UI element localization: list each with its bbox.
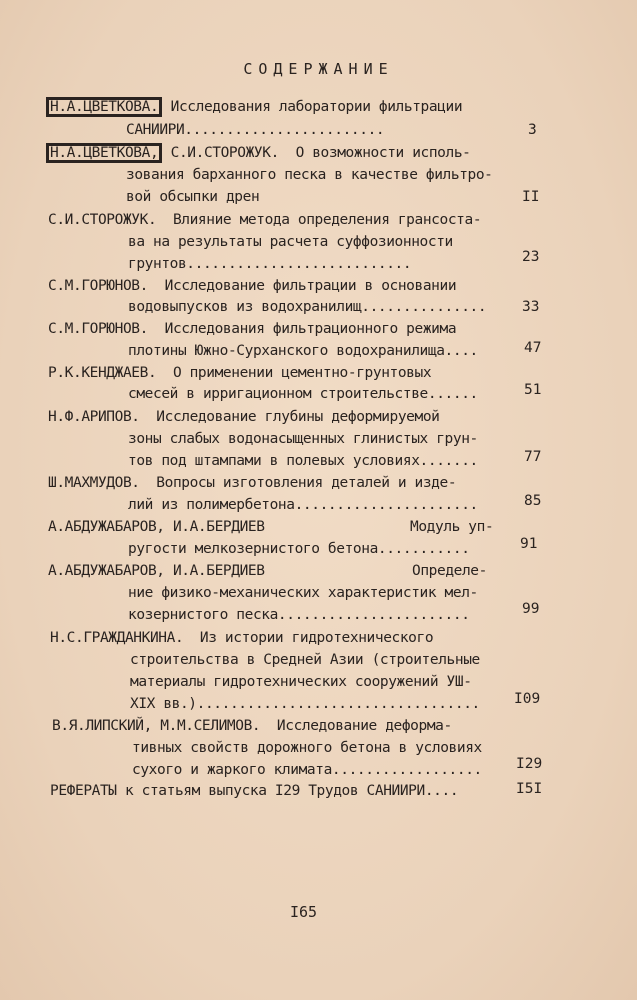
toc-entry-line: РЕФЕРАТЫ к статьям выпуска I29 Трудов САНИИРИ.... (50, 783, 459, 799)
page-number: I09 (514, 691, 541, 707)
toc-entry-line: Модуль уп- (410, 519, 494, 535)
toc-entry-line: Ш.МАХМУДОВ. Вопросы изготовления деталей и изде- (48, 475, 457, 491)
toc-entry-line: С.И.СТОРОЖУК. Влияние метода определения грансоста- (48, 212, 482, 228)
page-number: 85 (524, 493, 542, 509)
toc-entry-line: зования барханного песка в качестве фильтро- (126, 167, 493, 183)
toc-entry-line: лий из полимербетона...................... (128, 497, 478, 513)
toc-entry-line: сухого и жаркого климата.................. (132, 762, 482, 778)
author-name: Н.А.ЦВЕТКОВА. (46, 97, 162, 117)
toc-entry-line: козернистого песка....................... (128, 607, 470, 623)
toc-entry-line: зоны слабых водонасыщенных глинистых грун- (128, 431, 478, 447)
toc-entry-line: тивных свойств дорожного бетона в условиях (132, 740, 482, 756)
toc-entry-line: вой обсыпки дрен (126, 189, 260, 205)
page-number: 91 (520, 536, 538, 552)
toc-entry-line: А.АБДУЖАБАРОВ, И.А.БЕРДИЕВ (48, 519, 265, 535)
toc-entry-line: грунтов........................... (128, 256, 412, 272)
toc-entry-line: Н.А.ЦВЕТКОВА. Исследования лаборатории фильтрации (46, 98, 462, 116)
toc-entry-line: Н.С.ГРАЖДАНКИНА. Из истории гидротехнического (50, 630, 434, 646)
toc-entry-line: Р.К.КЕНДЖАЕВ. О применении цементно-грунтовых (48, 365, 432, 381)
toc-entry-line: Н.А.ЦВЕТКОВА, С.И.СТОРОЖУК. О возможности исполь- (46, 144, 471, 162)
toc-entry-line: плотины Южно-Сурханского водохранилища.... (128, 343, 478, 359)
page-number: 23 (522, 249, 540, 265)
page-number: 77 (524, 449, 542, 465)
author-name: Н.А.ЦВЕТКОВА, (46, 143, 162, 163)
page-number: 99 (522, 601, 540, 617)
page-number: II (522, 189, 540, 205)
toc-entry-line: ние физико-механических характеристик мел- (128, 585, 478, 601)
folio-page-number: I65 (290, 903, 318, 921)
page-number: I29 (516, 756, 543, 772)
toc-entry-line: XIX вв.).................................. (130, 696, 480, 712)
toc-entry-line: тов под штампами в полевых условиях....... (128, 453, 478, 469)
page-number: 3 (528, 122, 537, 138)
page-number: 33 (522, 299, 540, 315)
toc-entry-line: материалы гидротехнических сооружений УШ- (130, 674, 472, 690)
toc-entry-line: С.М.ГОРЮНОВ. Исследования фильтрационного режима (48, 321, 457, 337)
page-number: I5I (516, 781, 543, 797)
toc-entry-line: С.М.ГОРЮНОВ. Исследование фильтрации в основании (48, 278, 457, 294)
toc-entry-line: Определе- (412, 563, 487, 579)
contents-title: СОДЕРЖАНИЕ (243, 60, 394, 78)
toc-entry-line: смесей в ирригационном строительстве...... (128, 386, 478, 402)
toc-entry-line: ва на результаты расчета суффозионности (128, 234, 453, 250)
toc-entry-line: строительства в Средней Азии (строительные (130, 652, 480, 668)
toc-entry-line: САНИИРИ........................ (126, 122, 385, 138)
toc-entry-line: ругости мелкозернистого бетона........... (128, 541, 470, 557)
page-number: 51 (524, 382, 542, 398)
toc-entry-line: В.Я.ЛИПСКИЙ, М.М.СЕЛИМОВ. Исследование деформа- (52, 718, 452, 734)
toc-entry-line: Н.Ф.АРИПОВ. Исследование глубины деформируемой (48, 409, 440, 425)
page-number: 47 (524, 340, 542, 356)
toc-entry-line: А.АБДУЖАБАРОВ, И.А.БЕРДИЕВ (48, 563, 265, 579)
toc-entry-line: водовыпусков из водохранилищ............... (128, 299, 487, 315)
